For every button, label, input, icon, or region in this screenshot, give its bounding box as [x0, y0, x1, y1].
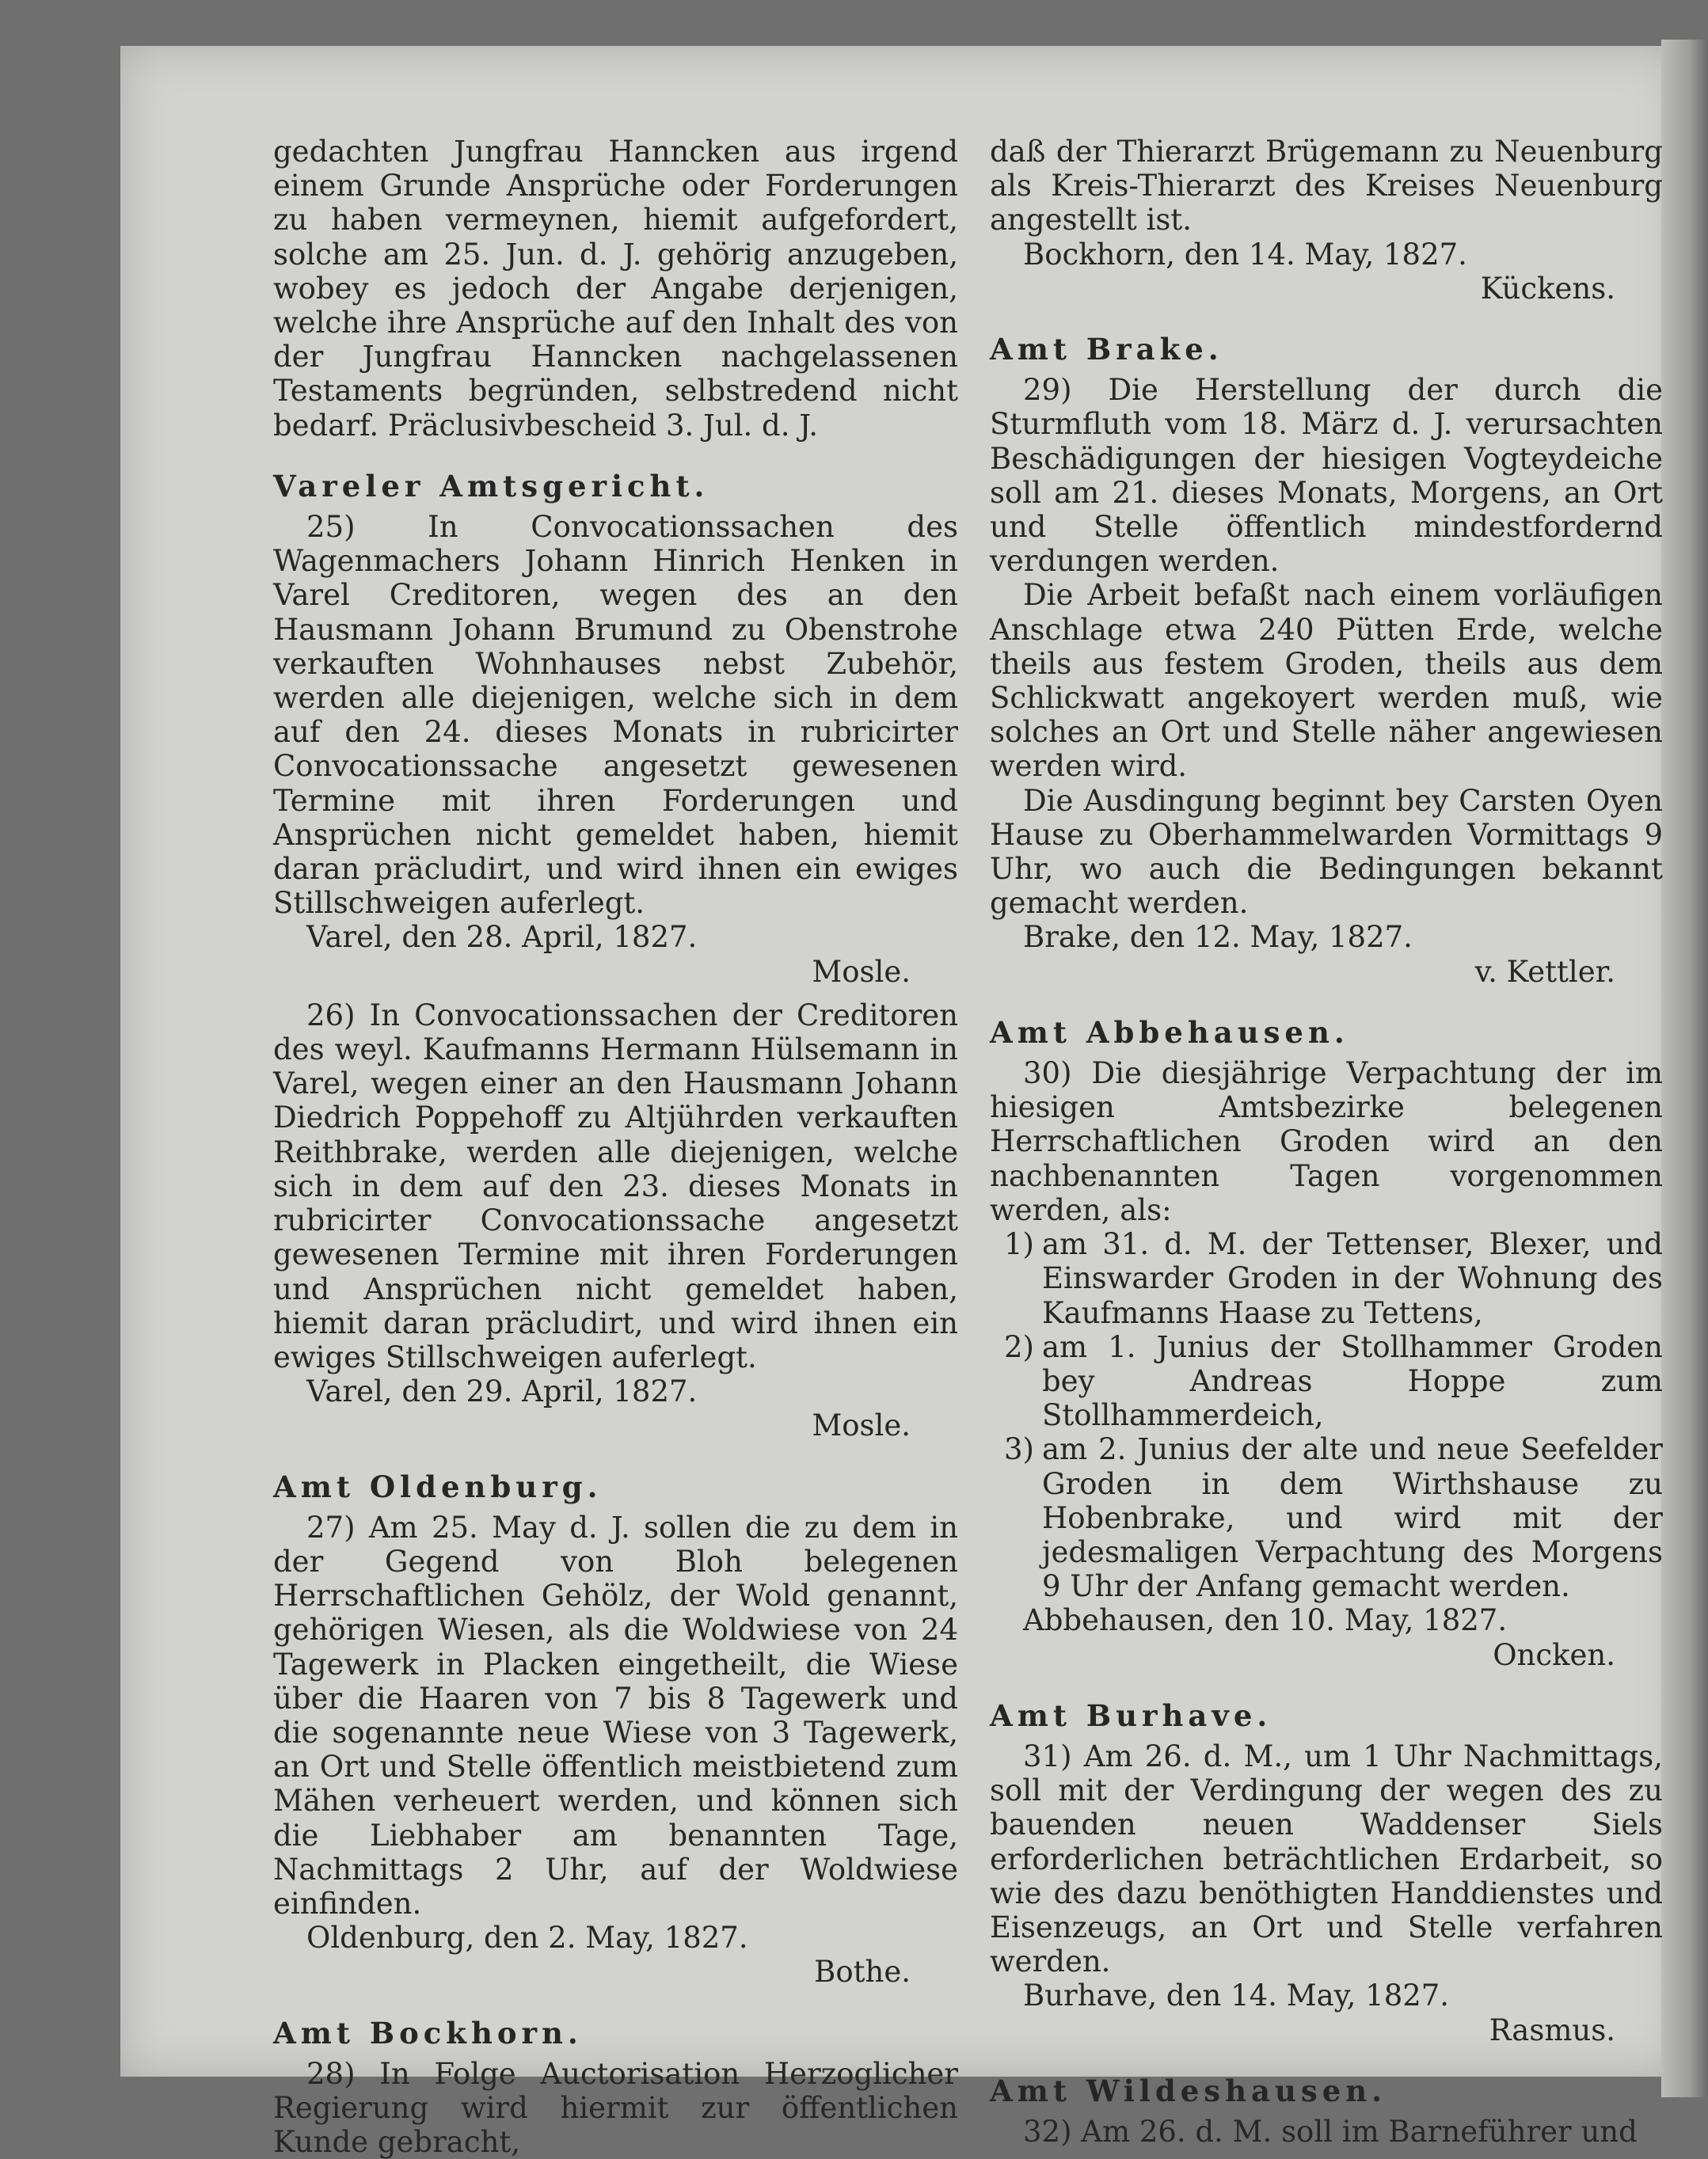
notice-31: 31) Am 26. d. M., um 1 Uhr Nachmittags, soll mit der Verdingung der wegen des zu bauenden neuen Waddenser Siels erforderlichen beträchtlichen Erdarbeit, so wie des dazu benöthigten Handdienstes und Eisenzeugs, an Ort und Stelle verfahren werden. [990, 1739, 1663, 1979]
notice-26: 26) In Convocationssachen der Creditoren des weyl. Kaufmanns Hermann Hülsemann in Varel, wegen einer an den Hausmann Johann Diedrich Poppehoff zu Altjührden verkauften Reithbrake, werden alle diejenigen, welche sich in dem auf den 23. dieses Monats in rubricirter Convocationssache angesetzt gewesenen Termine mit ihren Forderungen und Ansprüchen nicht gemeldet haben, hiemit daran präcludirt, und wird ihnen ein ewiges Stillschweigen auferlegt. [273, 998, 958, 1374]
notice-28: 28) In Folge Auctorisation Herzoglicher Regierung wird hiermit zur öffentlichen Kunde gebracht, [273, 2056, 958, 2159]
section-heading-abbehausen: Amt Abbehausen. [990, 1014, 1349, 1050]
list-item [990, 1227, 1663, 1330]
right-column [990, 135, 1663, 2149]
list-item-number: 2) [1004, 1329, 1034, 1364]
notice-29-date: Brake, den 12. May, 1827. [1023, 920, 1413, 955]
notice-32: 32) Am 26. d. M. soll im Barneführer und [1023, 2114, 1638, 2149]
section-heading-burhave: Amt Burhave. [990, 1697, 1272, 1733]
notice-26-date: Varel, den 29. April, 1827. [306, 1374, 698, 1409]
notice-30-date: Abbehausen, den 10. May, 1827. [1023, 1603, 1508, 1638]
notice-28-date: Bockhorn, den 14. May, 1827. [1023, 237, 1467, 272]
list-item-number: 1) [1004, 1227, 1034, 1262]
notice-27-signature: Bothe. [814, 1955, 911, 1990]
notice-29-part-3: Die Ausdingung beginnt bey Carsten Oyen Hause zu Oberhammelwarden Vormittags 9 Uhr, wo auch die Bedingungen bekannt gemacht werden. [990, 783, 1663, 921]
notice-25: 25) In Convocationssachen des Wagenmachers Johann Hinrich Henken in Varel Creditoren, wegen des an den Hausmann Johann Brumund zu Obenstrohe verkauften Wohnhauses nebst Zubehör, werden alle diejenigen, welche sich in dem auf den 24. dieses Monats in rubricirter Convocationssache angesetzt gewesenen Termine mit ihren Forderungen und Ansprüchen nicht gemeldet haben, hiemit daran präcludirt, und wird ihnen ein ewiges Stillschweigen auferlegt. [273, 510, 958, 921]
list-item-number: 3) [1004, 1432, 1034, 1467]
notice-27-date: Oldenburg, den 2. May, 1827. [306, 1921, 748, 1956]
list-item-text: am 1. Junius der Stollhammer Groden bey Andreas Hoppe zum Stollhammerdeich, [1042, 1329, 1663, 1433]
list-item-text: am 31. d. M. der Tettenser, Blexer, und Einswarder Groden in der Wohnung des Kaufmanns Haase zu Tettens, [1042, 1227, 1663, 1330]
notice-30: 30) Die diesjährige Verpachtung der im hiesigen Amtsbezirke belegenen Herrschaftlichen Groden wird an den nachbenannten Tagen vorgenommen werden, als: [990, 1056, 1663, 1227]
notice-26-signature: Mosle. [812, 1408, 911, 1443]
paragraph-continuation: gedachten Jungfrau Hanncken aus irgend einem Grunde Ansprüche oder Forderungen zu haben vermeynen, hiemit aufgefordert, solche am 25. Jun. d. J. gehörig anzugeben, wobey es jedoch der Angabe derjenigen, welche ihre Ansprüche auf den Inhalt des von der Jungfrau Hanncken nachgelassenen Testaments begründen, selbstredend nicht bedarf. Präclusivbescheid 3. Jul. d. J. [273, 135, 958, 443]
left-column [273, 135, 958, 2159]
section-heading-brake: Amt Brake. [990, 332, 1223, 367]
notice-29: 29) Die Herstellung der durch die Sturmfluth vom 18. März d. J. verursachten Beschädigungen der hiesigen Vogteydeiche soll am 21. dieses Monats, Morgens, an Ort und Stelle öffentlich mindestfordernd verdungen werden. [990, 373, 1663, 579]
notice-27: 27) Am 25. May d. J. sollen die zu dem in der Gegend von Bloh belegenen Herrschaftlichen Gehölz, der Wold genannt, gehörigen Wiesen, als die Woldwiese von 24 Tagewerk in Placken eingetheilt, die Wiese über die Haaren von 7 bis 8 Tagewerk und die sogenannte neue Wiese von 3 Tagewerk, an Ort und Stelle öffentlich meistbietend zum Mähen verheuert werden, und können sich die Liebhaber am benannten Tage, Nachmittags 2 Uhr, auf der Woldwiese einfinden. [273, 1510, 958, 1921]
notice-25-date: Varel, den 28. April, 1827. [306, 920, 698, 955]
notice-31-signature: Rasmus. [1489, 2013, 1615, 2047]
section-heading-varel: Vareler Amtsgericht. [273, 468, 709, 504]
notice-29-part-2: Die Arbeit befaßt nach einem vorläufigen Anschlage etwa 240 Pütten Erde, welche theils aus festem Groden, theils aus dem Schlickwatt angekoyert werden muß, wie solches an Ort und Stelle näher angewiesen werden wird. [990, 578, 1663, 784]
section-heading-oldenburg: Amt Oldenburg. [273, 1469, 603, 1504]
list-item [990, 1330, 1663, 1433]
notice-31-date: Burhave, den 14. May, 1827. [1023, 1978, 1450, 2013]
section-heading-bockhorn: Amt Bockhorn. [273, 2015, 583, 2051]
notice-29-signature: v. Kettler. [1474, 954, 1615, 989]
notice-25-signature: Mosle. [812, 954, 911, 989]
list-item [990, 1432, 1663, 1603]
notice-28-continuation: daß der Thierarzt Brügemann zu Neuenburg als Kreis-Thierarzt des Kreises Neuenburg angestellt ist. [990, 135, 1663, 238]
notice-30-signature: Oncken. [1493, 1637, 1615, 1672]
book-edge [1661, 40, 1708, 2097]
list-item-text: am 2. Junius der alte und neue Seefelder Groden in dem Wirthshause zu Hobenbrake, und wird mit der jedesmaligen Verpachtung des Morgens 9 Uhr der Anfang gemacht werden. [1042, 1432, 1663, 1604]
section-heading-wildeshausen: Amt Wildeshausen. [990, 2073, 1387, 2108]
notice-28-signature: Kückens. [1480, 271, 1615, 306]
